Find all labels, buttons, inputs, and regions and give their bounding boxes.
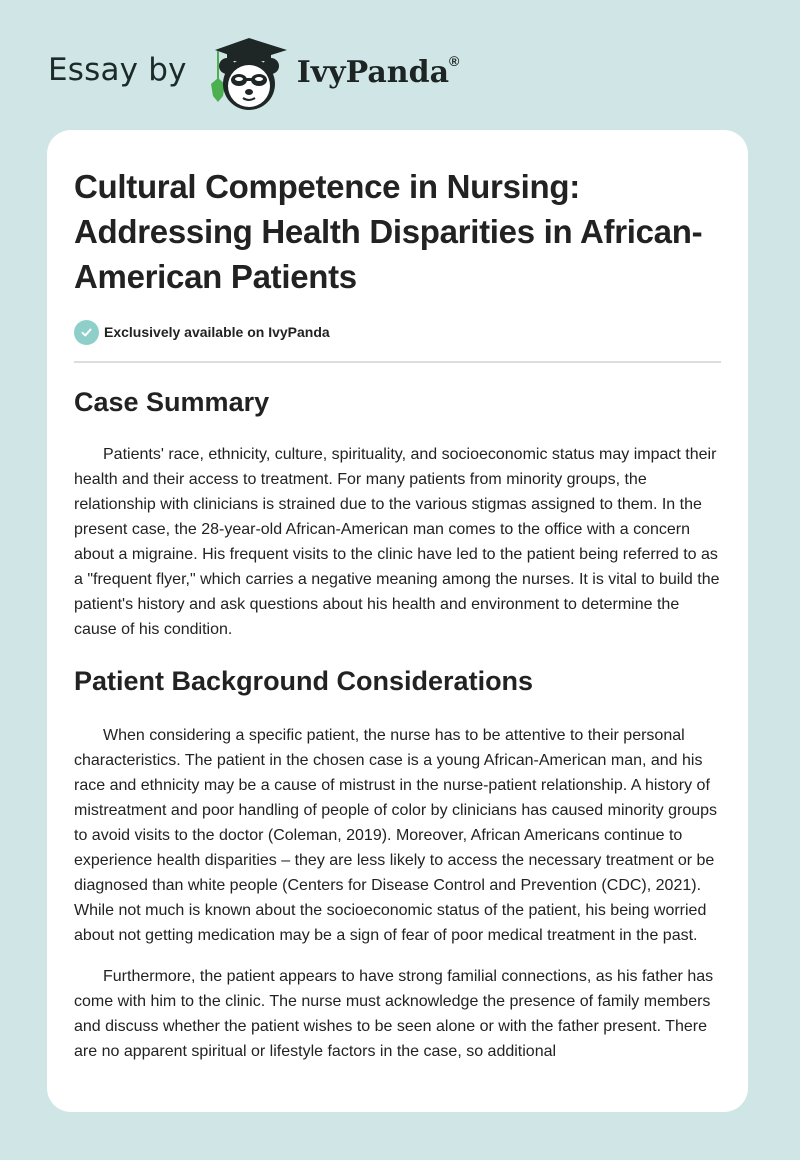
- section-heading: Case Summary: [74, 387, 270, 417]
- divider: [74, 361, 721, 363]
- registered-mark: ®: [449, 52, 460, 69]
- section-patient-background: [74, 664, 721, 1064]
- page-title: Cultural Competence in Nursing: Addressing Health Disparities in African-American Patients: [74, 168, 703, 295]
- brand-name[interactable]: IvyPanda®: [296, 52, 460, 90]
- exclusive-badge-text: Exclusively available on IvyPanda: [104, 324, 330, 340]
- exclusive-badge: [74, 319, 721, 345]
- paragraph: Patients' race, ethnicity, culture, spirituality, and socioeconomic status may impact their health and their access to treatment. For many patients from minority groups, the relationship with clinicians is strained due to the various stigmas assigned to them. In the present case, the 28-year-old African-American man comes to the office with a concern about a migraine. His frequent visits to the clinic have led to the patient being referred to as a "frequent flyer," which carries a negative meaning among the nurses. It is vital to build the patient's history and ask questions about his health and environment to determine the cause of his condition.: [74, 446, 720, 638]
- panda-graduate-logo-icon[interactable]: [205, 34, 291, 114]
- paragraph: Furthermore, the patient appears to have strong familial connections, as his father has come with him to the clinic. The nurse must acknowledge the presence of family members and discuss whether the patient wishes to be seen alone or with the father present. There are no apparent spiritual or lifestyle factors in the case, so additional: [74, 968, 714, 1060]
- section-case-summary: [74, 385, 721, 642]
- section-heading: Patient Background Considerations: [74, 666, 534, 696]
- essay-card: [47, 130, 748, 1112]
- site-header: [48, 34, 459, 114]
- essay-by-label: Essay by: [48, 52, 187, 88]
- check-circle-icon: [74, 320, 99, 345]
- paragraph: When considering a specific patient, the nurse has to be attentive to their personal characteristics. The patient in the chosen case is a young African-American man, and his race and ethnicity may be a cause of mistrust in the nurse-patient relationship. A history of mistreatment and poor handling of people of color by clinicians has caused minority groups to avoid visits to the doctor (Coleman, 2019). Moreover, African Americans continue to experience health disparities – they are less likely to access the necessary treatment or be diagnosed than white people (Centers for Disease Control and Prevention (CDC), 2021). While not much is known about the socioeconomic status of the patient, his being worried about not getting medication may be a sign of fear of poor medical treatment in the past.: [74, 727, 718, 944]
